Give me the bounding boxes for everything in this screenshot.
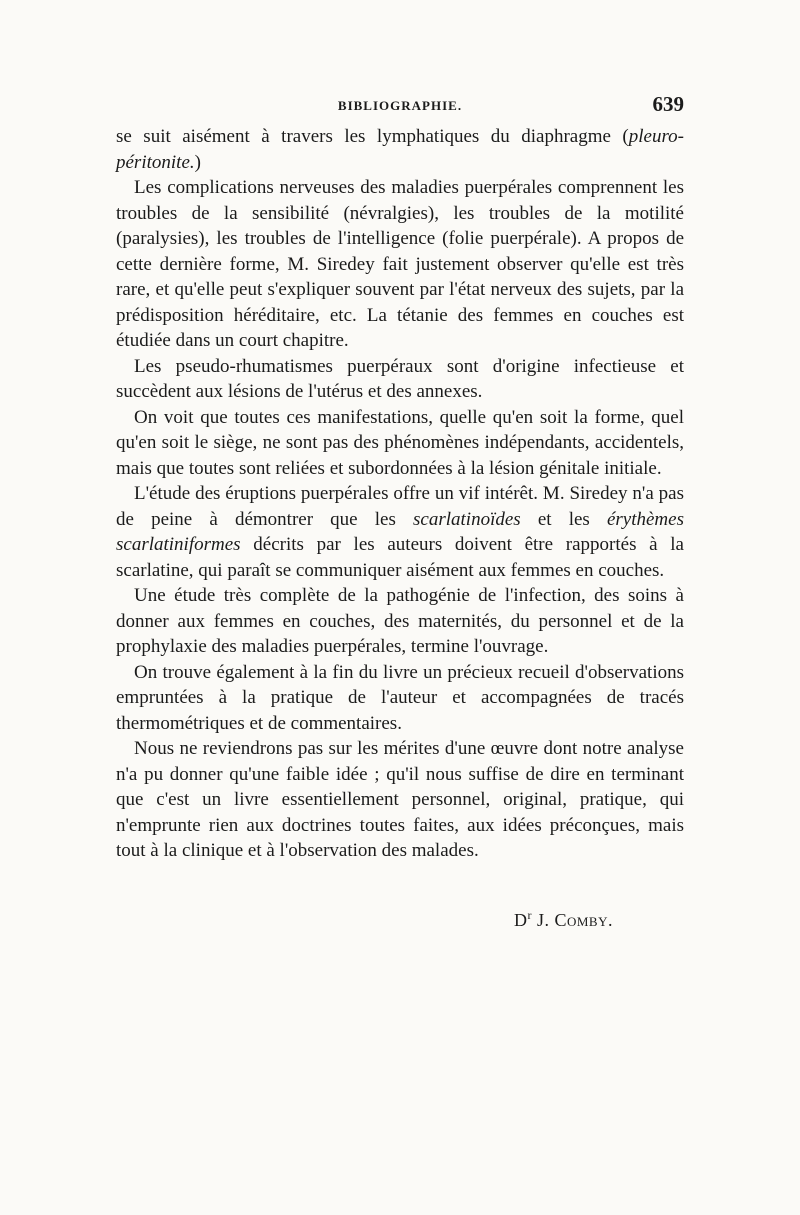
text-run: se suit aisément à travers les lymphatiques du diaphragme ( [116, 126, 629, 147]
paragraph-pseudo-rhumatismes: Les pseudo-rhumatismes puerpéraux sont d'origine infectieuse et succèdent aux lésions de l'utérus et des annexes. [116, 355, 684, 402]
signature-title-sup: r [527, 908, 532, 922]
paragraph-eruptions [116, 481, 684, 583]
text-run: et les [520, 508, 607, 530]
italic-term-scarlatinoides: scarlatinoïdes [413, 508, 521, 530]
text-run: L'étude des éruptions puerpérales offre un vif intérêt. M. Siredey n'a pas de peine à démontrer que les [116, 483, 684, 530]
body-text [116, 124, 684, 864]
paragraph-manifestations: On voit que toutes ces manifestations, quelle qu'en soit la forme, quel qu'en soit le siège, ne sont pas des phénomènes indépendants, accidentels, mais que toutes sont reliées et subordonnées à la lésion génitale initiale. [116, 406, 684, 479]
paragraph-complications-nerveuses: Les complications nerveuses des maladies puerpérales comprennent les troubles de la sensibilité (névralgies), les troubles de la motilité (paralysies), les troubles de l'intelligence (folie puerpérale). A propos de cette dernière forme, M. Siredey fait justement observer qu'elle est très rare, et qu'elle peut s'expliquer souvent par l'état nerveux des sujets, par la prédisposition héréditaire, etc. La tétanie des femmes en couches est étudiée dans un court chapitre. [116, 177, 684, 351]
text-run: ) [194, 151, 201, 173]
signature-title: D [513, 910, 528, 930]
paragraph-continuation [116, 124, 684, 175]
running-head [116, 92, 684, 120]
paragraph-observations: On trouve également à la fin du livre un précieux recueil d'observations empruntées à la pratique de l'auteur et accompagnées de tracés thermométriques et de commentaires. [116, 661, 684, 734]
text-run: décrits par les auteurs doivent être rapportés à la scarlatine, qui paraît se communiquer aisément aux femmes en couches. [116, 534, 684, 581]
page-number: 639 [652, 92, 684, 116]
author-signature [514, 910, 613, 931]
italic-term-erythemes: érythèmes scarlatiniformes [116, 508, 684, 555]
paragraph-conclusion: Nous ne reviendrons pas sur les mérites d'une œuvre dont notre analyse n'a pu donner qu'une faible idée ; qu'il nous suffise de dire en terminant que c'est un livre essentiellement personnel, original, pratique, qui n'emprunte rien aux doctrines toutes faites, aux idées préconçues, mais tout à la clinique et à l'observation des malades. [116, 738, 684, 861]
signature-name: J. Comby. [536, 910, 613, 930]
paragraph-pathogenie: Une étude très complète de la pathogénie de l'infection, des soins à donner aux femmes en couches, des maternités, du personnel et de la prophylaxie des maladies puerpérales, termine l'ouvrage. [116, 585, 684, 657]
running-title: BIBLIOGRAPHIE. [337, 98, 463, 113]
italic-term-pleuro-peritonite: pleuro-péritonite. [116, 126, 684, 173]
